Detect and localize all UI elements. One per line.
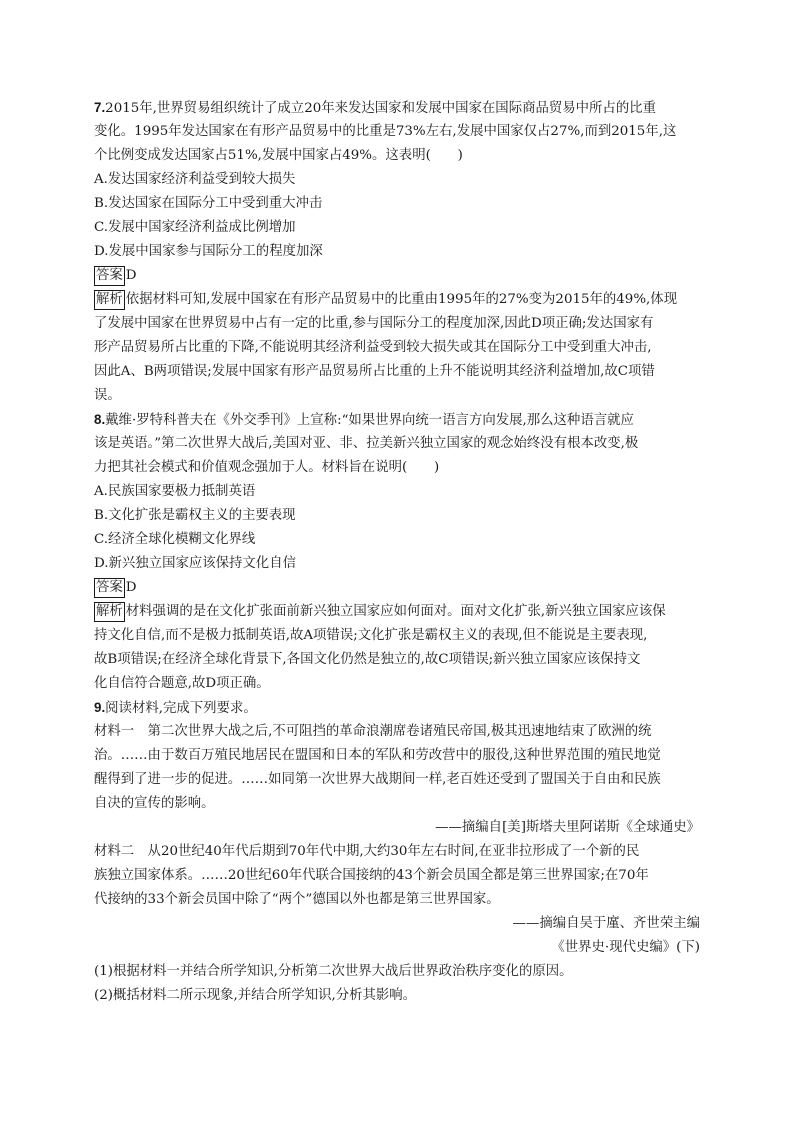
question-7-line-1 <box>94 96 700 120</box>
option-b: B.发达国家在国际分工中受到重大冲击 <box>94 196 323 211</box>
material-2-source: ——摘编自吴于廑、齐世荣主编 <box>512 916 700 931</box>
question-text: 2015年,世界贸易组织统计了成立20年来发达国家和发展中国家在国际商品贸易中所占的比重 <box>105 101 656 116</box>
sub-question-1: (1)根据材料一并结合所学知识,分析第二次世界大战后世界政治秩序变化的原因。 <box>94 964 573 979</box>
material-1-text: 材料一 第二次世界大战之后,不可阻挡的革命浪潮席卷诸殖民帝国,极其迅速地结束了欧洲的统 <box>94 724 652 739</box>
material-1-text: 自决的宣传的影响。 <box>94 796 215 811</box>
option-b: B.文化扩张是霸权主义的主要表现 <box>94 508 296 523</box>
option-d: D.新兴独立国家应该保持文化自信 <box>94 556 296 571</box>
answer-value: D <box>125 268 137 283</box>
question-number: 9. <box>94 700 106 715</box>
question-text: 变化。1995年发达国家在有形产品贸易中的比重是73%左右,发展中国家仅占27%,而到2015年,这 <box>94 124 677 139</box>
answer-value: D <box>125 580 137 595</box>
document-page <box>94 96 700 1008</box>
answer-tag: 答案 <box>94 578 125 598</box>
analysis-text: 形产品贸易所占比重的下降,不能说明其经济利益受到较大损失或其在国际分工中受到重大冲击, <box>94 340 652 355</box>
analysis-text: 故B项错误;在经济全球化背景下,各国文化仍然是独立的,故C项错误;新兴独立国家应该保持文 <box>94 652 641 667</box>
analysis-text: 材料强调的是在文化扩张面前新兴独立国家应如何面对。面对文化扩张,新兴独立国家应该保 <box>125 604 666 619</box>
analysis-tag: 解析 <box>94 290 125 310</box>
answer-line <box>94 264 700 288</box>
analysis-text: 化自信符合题意,故D项正确。 <box>94 676 270 691</box>
question-text: 戴维·罗特科普夫在《外交季刊》上宣称:“如果世界向统一语言方向发展,那么这种语言就应 <box>105 413 634 428</box>
analysis-tag: 解析 <box>94 602 125 622</box>
option-c: C.经济全球化模糊文化界线 <box>94 532 256 547</box>
question-8-line-1 <box>94 408 700 432</box>
analysis-line <box>94 600 700 624</box>
material-1-text: 醒得到了进一步的促进。……如同第一次世界大战期间一样,老百姓还受到了盟国关于自由和民族 <box>94 772 661 787</box>
question-text: 个比例变成发达国家占51%,发展中国家占49%。这表明( ) <box>94 148 463 163</box>
analysis-line <box>94 288 700 312</box>
question-8 <box>94 408 700 696</box>
analysis-text: 持文化自信,而不是极力抵制英语,故A项错误;文化扩张是霸权主义的表现,但不能说是主要表现, <box>94 628 648 643</box>
answer-line <box>94 576 700 600</box>
question-9-line-1 <box>94 696 700 720</box>
question-number: 8. <box>94 412 106 427</box>
question-number: 7. <box>94 100 106 115</box>
option-d: D.发展中国家参与国际分工的程度加深 <box>94 244 323 259</box>
material-1-source: ——摘编自[美]斯塔夫里阿诺斯《全球通史》 <box>435 820 700 835</box>
analysis-text: 误。 <box>94 388 121 403</box>
analysis-text: 依据材料可知,发展中国家在有形产品贸易中的比重由1995年的27%变为2015年的49%,体现 <box>125 292 678 307</box>
material-1-text: 治。……由于数百万殖民地居民在盟国和日本的军队和劳改营中的服役,这种世界范围的殖民地觉 <box>94 748 661 763</box>
question-9 <box>94 696 700 1008</box>
material-2-source-title: 《世界史·现代史编》(下) <box>551 940 700 955</box>
option-c: C.发展中国家经济利益成比例增加 <box>94 220 296 235</box>
answer-tag: 答案 <box>94 266 125 286</box>
question-7 <box>94 96 700 408</box>
question-intro: 阅读材料,完成下列要求。 <box>105 701 257 716</box>
material-2-text: 族独立国家体系。……20世纪60年代联合国接纳的43个新会员国全都是第三世界国家;在70年 <box>94 868 649 883</box>
analysis-text: 了发展中国家在世界贸易中占有一定的比重,参与国际分工的程度加深,因此D项正确;发达国家有 <box>94 316 654 331</box>
sub-question-2: (2)概括材料二所示现象,并结合所学知识,分析其影响。 <box>94 988 417 1003</box>
analysis-text: 因此A、B两项错误;发展中国家有形产品贸易所占比重的上升不能说明其经济利益增加,故C项错 <box>94 364 655 379</box>
option-a: A.发达国家经济利益受到较大损失 <box>94 172 296 187</box>
material-2-text: 代接纳的33个新会员国中除了“两个”德国以外也都是第三世界国家。 <box>94 892 500 907</box>
question-text: 该是英语。”第二次世界大战后,美国对亚、非、拉美新兴独立国家的观念始终没有根本改变,极 <box>94 436 639 451</box>
material-2-text: 材料二 从20世纪40年代后期到70年代中期,大约30年左右时间,在亚非拉形成了一个新的民 <box>94 844 640 859</box>
option-a: A.民族国家要极力抵制英语 <box>94 484 256 499</box>
question-text: 力把其社会模式和价值观念强加于人。材料旨在说明( ) <box>94 460 440 475</box>
